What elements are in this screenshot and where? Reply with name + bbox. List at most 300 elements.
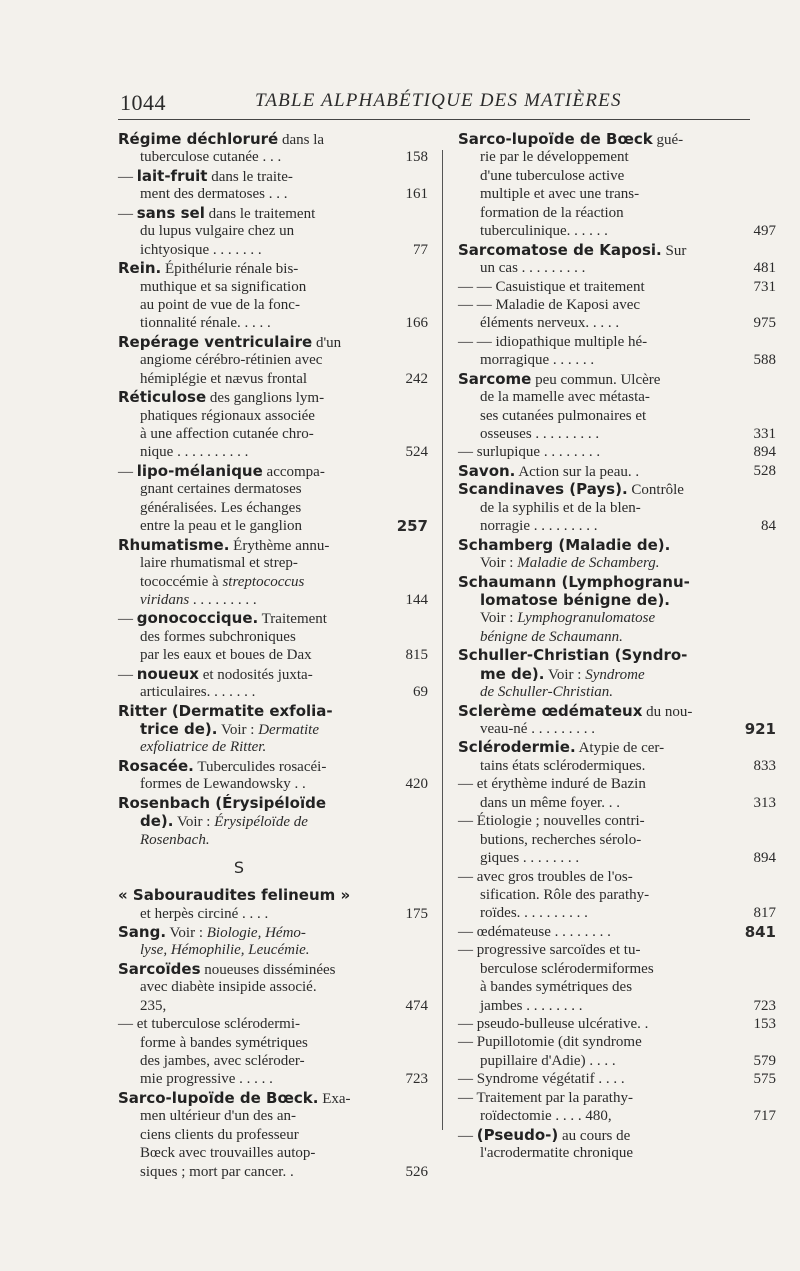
entry-text: du nou- [642, 703, 693, 720]
entry-text: . . . . . . . . . [189, 591, 257, 608]
entry-heading: Sarco-lupoïde de Bœck. [118, 1088, 319, 1107]
entry-text: sification. Rôle des parathy- [480, 886, 650, 903]
entry-text: Maladie de Schamberg. [517, 555, 660, 572]
entry-text: formes de Lewandowsky . . [140, 776, 306, 793]
entry-text: Atypie de cer- [575, 740, 665, 757]
entry-text: noueuses disséminées [200, 961, 336, 978]
entry-line [458, 812, 730, 830]
entry-heading: Ritter (Dermatite exfolia- [118, 701, 333, 720]
entry-text: ment des dermatoses . . . [140, 186, 288, 203]
entry-line [118, 905, 428, 923]
entry-line [458, 1015, 776, 1033]
entry-line [458, 517, 776, 535]
entry-text: siques ; mort par cancer. . [140, 1163, 294, 1180]
entry-line [118, 886, 390, 904]
entry-text: norragie . . . . . . . . . [480, 518, 598, 535]
entry-text: — Étiologie ; nouvelles contri- [458, 813, 645, 830]
index-entry [118, 259, 428, 333]
index-entry [458, 573, 730, 647]
entry-line [458, 259, 776, 277]
entry-text: gnant certaines dermatoses [140, 481, 302, 498]
page-reference: 158 [405, 149, 428, 166]
entry-heading: Sarcome [458, 369, 532, 388]
entry-text: tococcémie à [140, 573, 223, 590]
entry-text: à bandes symétriques des [480, 979, 633, 996]
page-reference: 723 [405, 1071, 428, 1088]
entry-line [118, 665, 390, 683]
index-entry [458, 480, 776, 535]
entry-text: Lymphogranulomatose [517, 610, 656, 627]
entry-text: giques . . . . . . . . [480, 850, 580, 867]
entry-line [118, 757, 390, 775]
entry-text: multiple et avec une trans- [480, 186, 640, 203]
entry-text: de la mamelle avec métasta- [480, 389, 650, 406]
entry-text: forme à bandes symétriques [140, 1034, 308, 1051]
entry-text: — avec gros troubles de l'os- [458, 868, 633, 885]
entry-text: jambes . . . . . . . . [480, 997, 583, 1014]
page-reference: 723 [753, 997, 776, 1014]
entry-line [118, 425, 390, 443]
page-reference: 731 [753, 278, 776, 295]
entry-text: — [458, 1127, 477, 1144]
entry-text: l'acrodermatite chronique [480, 1145, 634, 1162]
entry-line [118, 997, 428, 1015]
entry-line [118, 333, 390, 351]
entry-line [118, 499, 390, 517]
entry-line [458, 702, 730, 720]
entry-heading: Rosacée. [118, 756, 194, 775]
entry-text: ichtyosique . . . . . . . [140, 241, 262, 258]
entry-text: du lupus vulgaire chez un [140, 223, 295, 240]
entry-heading: Sclerème œdémateux [458, 701, 643, 720]
entry-text: lyse, Hémophilie, Leucémie. [140, 942, 310, 959]
entry-text: angiome cérébro-rétinien avec [140, 352, 323, 369]
entry-text: ses cutanées pulmonaires et [480, 407, 647, 424]
page-reference: 921 [744, 720, 776, 738]
section-letter: S [233, 858, 245, 878]
entry-line [458, 1052, 776, 1070]
entry-text: Rosenbach. [140, 831, 210, 848]
entry-text: roïdectomie . . . . 480, [480, 1108, 612, 1125]
entry-text: des ganglions lym- [206, 390, 325, 407]
entry-line [118, 480, 390, 498]
page-reference: 526 [405, 1163, 428, 1180]
entry-text: d'un [312, 334, 342, 351]
entry-line [118, 1034, 390, 1052]
entry-line [118, 1126, 390, 1144]
index-entry [458, 240, 776, 370]
index-entry [118, 923, 390, 960]
entry-text: — et érythème induré de Bazin [458, 776, 646, 793]
entry-text: bénigne de Schaumann. [480, 628, 623, 645]
entry-line [458, 591, 730, 609]
entry-line [118, 720, 390, 738]
page-reference: 175 [405, 905, 428, 922]
entry-text: au cours de [558, 1127, 631, 1144]
entry-line [118, 1052, 390, 1070]
entry-text: Voir : [480, 610, 518, 627]
entry-line [458, 1033, 730, 1051]
entry-line [458, 536, 730, 554]
entry-line [458, 222, 776, 240]
entry-text: Érythème annu- [229, 537, 330, 554]
entry-line [118, 314, 428, 332]
entry-text: — progressive sarcoïdes et tu- [458, 942, 641, 959]
entry-text: d'une tuberculose active [480, 167, 625, 184]
page-reference: 717 [753, 1108, 776, 1125]
entry-line [458, 480, 730, 498]
entry-line [458, 775, 730, 793]
entry-text: de la syphilis et de la blen- [480, 499, 641, 516]
entry-heading: Réticulose [118, 388, 207, 407]
entry-line [458, 1126, 730, 1144]
entry-text: Contrôle [627, 482, 684, 499]
entry-text: généralisées. Les échanges [140, 499, 302, 516]
index-entry [118, 332, 428, 388]
entry-text: nique . . . . . . . . . . [140, 444, 249, 461]
entry-text: dans la [278, 132, 325, 148]
entry-text: Voir : [544, 666, 586, 683]
page-reference: 153 [753, 1016, 776, 1032]
page-number: 1044 [120, 90, 166, 115]
entry-text: — surlupique . . . . . . . . [458, 444, 601, 461]
entry-line [458, 997, 776, 1015]
entry-text: 235, [140, 997, 167, 1014]
entry-text: Voir : [166, 924, 207, 941]
entry-text: tains états sclérodermiques. [480, 757, 646, 774]
entry-line [118, 1144, 390, 1162]
entry-line [118, 683, 428, 701]
entry-line [458, 241, 730, 259]
entry-text: dans le traite- [207, 168, 293, 185]
page-reference: 257 [396, 517, 428, 536]
index-entry [118, 130, 428, 259]
entry-line [118, 259, 390, 277]
entry-text: articulaires. . . . . . . [140, 684, 256, 701]
page-reference: 69 [413, 684, 428, 701]
entry-line [118, 130, 390, 148]
index-entry [118, 886, 428, 923]
entry-line [458, 978, 730, 996]
entry-line [118, 573, 390, 591]
entry-line [118, 978, 390, 996]
entry-line [118, 554, 390, 572]
entry-line [458, 720, 776, 738]
entry-line [118, 1070, 428, 1088]
entry-text: roïdes. . . . . . . . . . [480, 905, 588, 922]
entry-line [458, 831, 730, 849]
page-reference: 975 [753, 315, 776, 332]
entry-heading: gonococcique. [136, 609, 259, 628]
index-entry [118, 535, 428, 702]
entry-text: peu commun. Ulcère [531, 371, 661, 388]
entry-text: berculose sclérodermiformes [480, 960, 654, 977]
entry-line [118, 646, 428, 664]
entry-line [458, 646, 730, 664]
entry-line [458, 849, 776, 867]
page-reference: 524 [405, 444, 428, 461]
index-entry [458, 536, 730, 573]
page-reference: 575 [753, 1071, 776, 1088]
entry-line [458, 922, 776, 941]
entry-line [458, 1089, 730, 1107]
entry-text: Tuberculides rosacéi- [193, 758, 327, 775]
entry-line [458, 333, 730, 351]
entry-heading: noueux [136, 664, 199, 683]
entry-text: et herpès circiné . . . . [140, 905, 269, 922]
entry-text: Traitement [258, 611, 327, 628]
entry-text: formation de la réaction [480, 204, 624, 221]
entry-line [118, 241, 428, 259]
entry-line [458, 960, 730, 978]
entry-line [458, 609, 730, 627]
page-reference: 84 [761, 518, 776, 535]
page-reference: 313 [753, 794, 776, 811]
entry-text: Biologie, Hémo- [206, 924, 306, 941]
entry-text: un cas . . . . . . . . . [480, 260, 586, 277]
page-reference: 815 [405, 647, 428, 664]
entry-text: entre la peau et le ganglion [140, 518, 303, 535]
entry-line [118, 738, 390, 756]
entry-line [458, 738, 730, 756]
entry-heading: Scandinaves (Pays). [458, 480, 628, 499]
page-reference: 77 [413, 241, 428, 258]
entry-heading: Régime déchloruré [118, 130, 279, 148]
entry-line [458, 314, 776, 332]
entry-text: tionnalité rénale. . . . . [140, 315, 271, 332]
page-reference: 894 [753, 444, 776, 461]
entry-text: — [118, 463, 137, 480]
entry-line [458, 407, 730, 425]
entry-line [118, 702, 390, 720]
entry-heading: Rein. [118, 259, 162, 278]
entry-text: — [118, 205, 137, 222]
entry-text: — — idiopathique multiple hé- [458, 333, 648, 350]
entry-text: Érysipéloïde de [214, 814, 308, 831]
entry-line [118, 462, 390, 480]
entry-text: — œdémateuse . . . . . . . . [458, 923, 611, 940]
entry-heading: Sarco-lupoïde de Bœck [458, 130, 653, 148]
entry-line [118, 831, 390, 849]
entry-line [118, 1107, 390, 1125]
index-entry [118, 756, 428, 794]
entry-text: morragique . . . . . . [480, 352, 595, 369]
entry-text: men ultérieur d'un des an- [140, 1108, 296, 1125]
index-entry [118, 388, 428, 536]
page-reference: 833 [753, 757, 776, 774]
left-column [118, 130, 428, 1181]
entry-line [458, 886, 730, 904]
entry-heading: sans sel [136, 203, 205, 222]
index-entry [458, 701, 776, 739]
entry-heading: Schaumann (Lymphogranu- [458, 572, 690, 591]
page-reference: 528 [753, 462, 776, 479]
entry-text: de Schuller-Christian. [480, 684, 614, 701]
entry-line [118, 517, 428, 536]
entry-text: veau-né . . . . . . . . . [480, 721, 595, 737]
entry-line [458, 388, 730, 406]
entry-text: — Syndrome végétatif . . . . [458, 1071, 625, 1088]
entry-text: phatiques régionaux associée [140, 407, 315, 424]
entry-text: — pseudo-bulleuse ulcérative. . [458, 1016, 649, 1032]
entry-heading: Sarcomatose de Kaposi. [458, 240, 662, 259]
page-reference: 588 [753, 352, 776, 369]
header-rule [118, 119, 750, 120]
entry-heading: Schamberg (Maladie de). [458, 535, 671, 554]
entry-line [118, 812, 390, 830]
entry-heading: lait-fruit [136, 166, 208, 185]
entry-text: pupillaire d'Adie) . . . . [480, 1052, 616, 1069]
entry-line [118, 351, 390, 369]
entry-heading: Rosenbach (Érysipéloïde [118, 793, 327, 812]
entry-line [458, 665, 730, 683]
page-reference: 166 [405, 315, 428, 332]
index-entry [458, 130, 776, 241]
entry-line [118, 609, 390, 627]
entry-text: Dermatite [258, 722, 320, 738]
entry-heading: « Sabouraudites felineum » [118, 886, 351, 905]
page-reference: 420 [405, 776, 428, 793]
entry-heading: Sang. [118, 922, 167, 941]
entry-line [458, 148, 730, 166]
entry-text: streptococcus [222, 573, 305, 590]
page-reference: 474 [405, 997, 428, 1014]
entry-line [458, 554, 730, 572]
entry-heading: me de). [480, 664, 545, 683]
right-column [458, 130, 776, 1163]
entry-line [458, 185, 730, 203]
entry-line [118, 388, 390, 406]
entry-line [458, 461, 776, 480]
entry-heading: Sclérodermie. [458, 738, 576, 757]
entry-text: muthique et sa signification [140, 278, 307, 295]
running-title: TABLE ALPHABÉTIQUE DES MATIÈRES [255, 90, 622, 111]
entry-line [458, 204, 730, 222]
entry-text: — [118, 666, 137, 683]
entry-line [458, 443, 776, 461]
page-reference: 481 [753, 260, 776, 277]
entry-text: dans un même foyer. . . [480, 794, 620, 811]
entry-heading: trice de). [140, 720, 218, 738]
entry-line [118, 296, 390, 314]
entry-text: mie progressive . . . . . [140, 1071, 273, 1088]
entry-text: — — Casuistique et traitement [458, 278, 645, 295]
page-reference: 242 [405, 370, 428, 387]
entry-text: Sur [661, 242, 687, 259]
entry-line [458, 425, 776, 443]
entry-text: tuberculinique. . . . . . [480, 223, 608, 240]
index-entry [118, 794, 390, 849]
entry-line [118, 794, 390, 812]
entry-text: rie par le développement [480, 149, 629, 166]
entry-line [458, 868, 730, 886]
entry-line [458, 904, 776, 922]
entry-line [458, 351, 776, 369]
entry-line [118, 185, 428, 203]
entry-text: — Traitement par la parathy- [458, 1089, 633, 1106]
entry-heading: de). [140, 812, 174, 831]
page-reference: 841 [744, 922, 776, 941]
entry-line [118, 1015, 390, 1033]
entry-line [118, 1089, 390, 1107]
entry-line [118, 1163, 428, 1181]
entry-line [118, 443, 428, 461]
page-reference: 331 [753, 426, 776, 442]
entry-line [118, 775, 428, 793]
page-reference: 497 [753, 223, 776, 240]
entry-text: avec diabète insipide associé. [140, 979, 317, 996]
entry-line [118, 628, 390, 646]
entry-text: éléments nerveux. . . . . [480, 315, 620, 332]
index-entry [458, 369, 776, 462]
entry-line [118, 370, 428, 388]
entry-text: tuberculose cutanée . . . [140, 149, 282, 166]
entry-text: dans le traitement [204, 205, 316, 222]
entry-text: à une affection cutanée chro- [140, 426, 314, 442]
entry-line [458, 130, 730, 148]
index-entry [118, 1088, 428, 1181]
index-entry [458, 646, 730, 701]
index-entry [458, 461, 776, 480]
entry-text: gué- [652, 132, 684, 148]
entry-text: Action sur la peau. . [515, 463, 640, 480]
entry-text: — [118, 611, 137, 628]
entry-text: accompa- [262, 463, 325, 480]
entry-heading: (Pseudo-) [476, 1125, 559, 1144]
index-entry [458, 738, 776, 1162]
entry-line [118, 278, 390, 296]
entry-line [458, 757, 776, 775]
entry-text: butions, recherches sérolo- [480, 831, 642, 848]
page-reference: 161 [405, 186, 428, 203]
entry-line [458, 628, 730, 646]
entry-line [458, 1144, 730, 1162]
page-reference: 817 [753, 905, 776, 922]
index-entry [118, 702, 390, 757]
entry-line [458, 683, 730, 701]
entry-line [458, 167, 730, 185]
entry-text: viridans [140, 591, 190, 608]
page-reference: 579 [753, 1052, 776, 1069]
entry-text: Épithélurie rénale bis- [161, 261, 299, 278]
entry-text: Bœck avec trouvailles autop- [140, 1145, 316, 1162]
entry-line [458, 370, 730, 388]
entry-text: — Pupillotomie (dit syndrome [458, 1034, 642, 1051]
entry-line [118, 222, 390, 240]
entry-line [118, 204, 390, 222]
entry-line [458, 278, 776, 296]
entry-text: Exa- [318, 1090, 351, 1107]
entry-text: ciens clients du professeur [140, 1126, 299, 1143]
entry-line [458, 296, 730, 314]
index-entry [118, 959, 428, 1089]
entry-text: — et tuberculose sclérodermi- [118, 1016, 301, 1033]
entry-text: — — Maladie de Kaposi avec [458, 296, 641, 313]
entry-text: laire rhumatismal et strep- [140, 555, 298, 572]
entry-line [118, 536, 390, 554]
entry-text: — [118, 168, 137, 185]
entry-heading: Repérage ventriculaire [118, 332, 313, 351]
entry-line [458, 573, 730, 591]
entry-heading: Sarcoïdes [118, 959, 201, 978]
entry-heading: Rhumatisme. [118, 535, 230, 554]
entry-line [118, 960, 390, 978]
entry-text: Voir : [480, 555, 518, 572]
entry-line [118, 923, 390, 941]
entry-line [458, 1070, 776, 1088]
page-reference: 144 [405, 591, 428, 608]
entry-text: Voir : [173, 814, 215, 831]
